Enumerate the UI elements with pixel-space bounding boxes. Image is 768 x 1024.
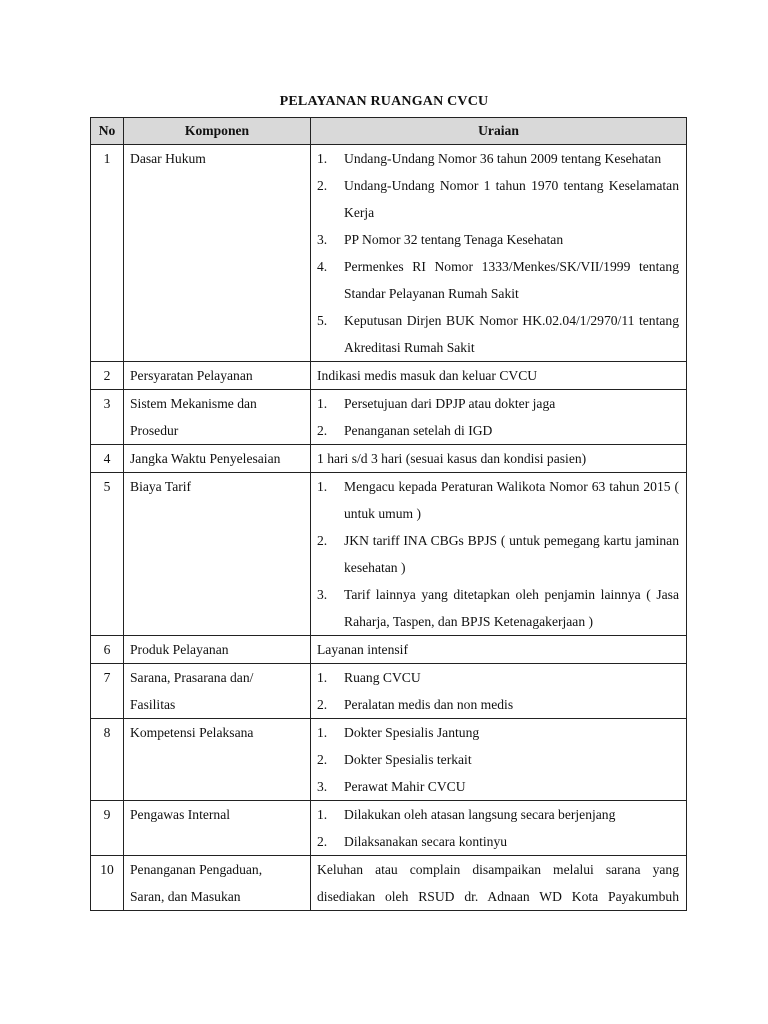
table-header-row [91, 118, 687, 145]
description-list [317, 145, 679, 361]
list-item-text: Perawat Mahir CVCU [344, 779, 466, 794]
list-item [317, 527, 679, 581]
list-item-number: 2. [317, 178, 328, 193]
component-label: Saran, dan Masukan [130, 889, 241, 904]
list-item-text: Undang-Undang Nomor 36 tahun 2009 tentang Kesehatan [344, 151, 662, 166]
list-item [317, 145, 679, 172]
description-cell [311, 801, 687, 856]
table-row [91, 719, 687, 801]
component-cell [124, 636, 311, 664]
table-row [91, 856, 687, 911]
list-item-text: Keputusan Dirjen BUK Nomor HK.02.04/1/2970/11 tentang Akreditasi Rumah Sakit [344, 313, 679, 355]
list-item [317, 773, 679, 800]
list-item-number: 1. [317, 670, 328, 685]
table-row [91, 445, 687, 473]
row-number: 9 [91, 801, 124, 856]
list-item-text: JKN tariff INA CBGs BPJS ( untuk pemegang kartu jaminan kesehatan ) [344, 533, 679, 575]
description-list [317, 719, 679, 800]
list-item-number: 1. [317, 151, 328, 166]
list-item-text: Persetujuan dari DPJP atau dokter jaga [344, 396, 556, 411]
list-item-number: 5. [317, 313, 328, 328]
list-item [317, 172, 679, 226]
component-label: Dasar Hukum [130, 151, 206, 166]
component-label: Sarana, Prasarana dan/ [130, 670, 254, 685]
list-item-text: Permenkes RI Nomor 1333/Menkes/SK/VII/1999 tentang Standar Pelayanan Rumah Sakit [344, 259, 679, 301]
row-number: 7 [91, 664, 124, 719]
list-item-number: 2. [317, 423, 328, 438]
list-item [317, 664, 679, 691]
list-item-number: 2. [317, 697, 328, 712]
component-label: Kompetensi Pelaksana [130, 725, 254, 740]
list-item-number: 3. [317, 779, 328, 794]
description-cell [311, 390, 687, 445]
description-text: Layanan intensif [317, 642, 408, 657]
list-item [317, 307, 679, 361]
description-list [317, 801, 679, 855]
description-cell [311, 664, 687, 719]
header-no: No [91, 118, 124, 145]
list-item-number: 1. [317, 479, 328, 494]
description-text: 1 hari s/d 3 hari (sesuai kasus dan kondisi pasien) [317, 451, 587, 466]
table-row [91, 390, 687, 445]
list-item-text: Peralatan medis dan non medis [344, 697, 514, 712]
list-item-text: Penanganan setelah di IGD [344, 423, 493, 438]
component-label: Fasilitas [130, 697, 176, 712]
row-number: 5 [91, 473, 124, 636]
component-label: Biaya Tarif [130, 479, 192, 494]
table-row [91, 664, 687, 719]
list-item [317, 581, 679, 635]
list-item-text: Ruang CVCU [344, 670, 421, 685]
list-item [317, 801, 679, 828]
component-cell [124, 856, 311, 911]
header-komponen: Komponen [124, 118, 311, 145]
row-number: 6 [91, 636, 124, 664]
list-item-text: Tarif lainnya yang ditetapkan oleh penjamin lainnya ( Jasa Raharja, Taspen, dan BPJS Ketenagakerjaan ) [344, 587, 679, 629]
list-item-text: Mengacu kepada Peraturan Walikota Nomor 63 tahun 2015 ( untuk umum ) [344, 479, 679, 521]
list-item-number: 1. [317, 725, 328, 740]
description-cell [311, 856, 687, 911]
list-item [317, 719, 679, 746]
list-item-text: Dilaksanakan secara kontinyu [344, 834, 508, 849]
document-title: PELAYANAN RUANGAN CVCU [279, 94, 489, 109]
component-label: Sistem Mekanisme dan [130, 396, 257, 411]
list-item [317, 828, 679, 855]
table-row [91, 145, 687, 362]
table-row [91, 362, 687, 390]
component-cell [124, 362, 311, 390]
component-cell [124, 445, 311, 473]
component-cell [124, 473, 311, 636]
component-label: Penanganan Pengaduan, [130, 862, 263, 877]
component-label: Pengawas Internal [130, 807, 231, 822]
list-item [317, 253, 679, 307]
description-list [317, 473, 679, 635]
component-label: Produk Pelayanan [130, 642, 229, 657]
list-item-number: 2. [317, 834, 328, 849]
service-table [90, 117, 687, 911]
list-item-text: Dilakukan oleh atasan langsung secara berjenjang [344, 807, 616, 822]
list-item [317, 473, 679, 527]
list-item-number: 1. [317, 396, 328, 411]
list-item-text: Undang-Undang Nomor 1 tahun 1970 tentang Keselamatan Kerja [344, 178, 679, 220]
table-row [91, 636, 687, 664]
row-number: 10 [91, 856, 124, 911]
description-text: Indikasi medis masuk dan keluar CVCU [317, 368, 538, 383]
list-item [317, 417, 679, 444]
row-number: 3 [91, 390, 124, 445]
component-cell [124, 664, 311, 719]
list-item-number: 1. [317, 807, 328, 822]
component-label: Jangka Waktu Penyelesaian [130, 451, 281, 466]
row-number: 2 [91, 362, 124, 390]
list-item [317, 746, 679, 773]
description-cell [311, 145, 687, 362]
component-cell [124, 801, 311, 856]
list-item-number: 3. [317, 587, 328, 602]
description-line: disediakan oleh RSUD dr. Adnaan WD Kota Payakumbuh [317, 889, 679, 904]
list-item-number: 4. [317, 259, 328, 274]
list-item-number: 2. [317, 533, 328, 548]
description-cell [311, 719, 687, 801]
component-cell [124, 145, 311, 362]
table-body [91, 145, 687, 911]
component-cell [124, 719, 311, 801]
list-item [317, 226, 679, 253]
table-row [91, 801, 687, 856]
list-item-number: 3. [317, 232, 328, 247]
description-cell [311, 362, 687, 390]
component-label: Persyaratan Pelayanan [130, 368, 253, 383]
row-number: 4 [91, 445, 124, 473]
list-item-text: PP Nomor 32 tentang Tenaga Kesehatan [344, 232, 564, 247]
header-uraian: Uraian [311, 118, 687, 145]
component-cell [124, 390, 311, 445]
component-label: Prosedur [130, 423, 179, 438]
description-cell [311, 636, 687, 664]
list-item-text: Dokter Spesialis Jantung [344, 725, 480, 740]
description-cell [311, 473, 687, 636]
list-item [317, 390, 679, 417]
row-number: 1 [91, 145, 124, 362]
table-row [91, 473, 687, 636]
list-item-number: 2. [317, 752, 328, 767]
row-number: 8 [91, 719, 124, 801]
list-item-text: Dokter Spesialis terkait [344, 752, 472, 767]
description-list [317, 664, 679, 718]
list-item [317, 691, 679, 718]
description-cell [311, 445, 687, 473]
description-list [317, 390, 679, 444]
description-line: Keluhan atau complain disampaikan melalui sarana yang [317, 862, 679, 877]
